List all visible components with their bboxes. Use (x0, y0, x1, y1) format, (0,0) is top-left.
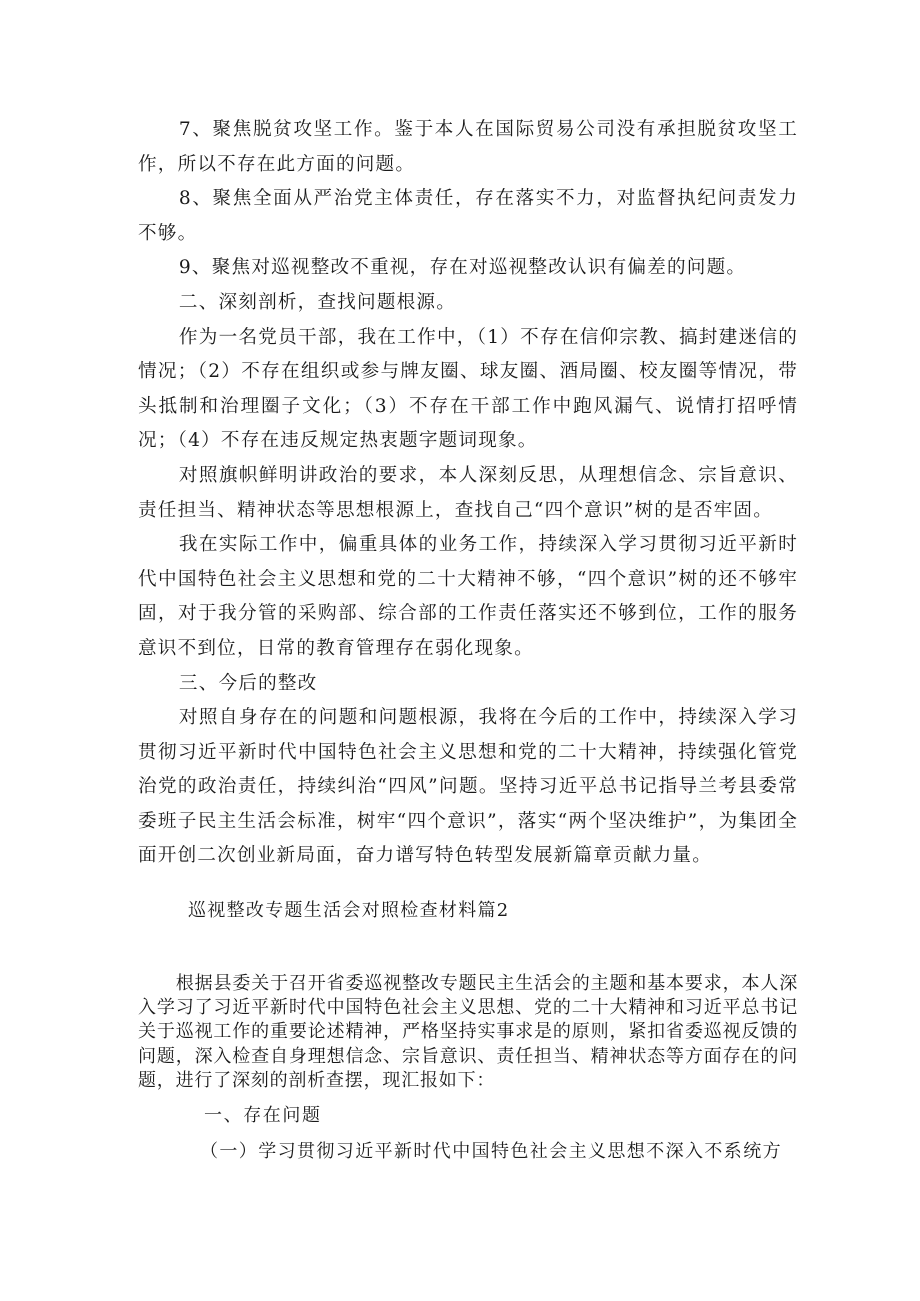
paragraph-reflection: 对照旗帜鲜明讲政治的要求，本人深刻反思，从理想信念、宗旨意识、责任担当、精神状态等思想根源上，查找自己“四个意识”树的是否牢固。 (138, 464, 798, 521)
paragraph-rectification: 对照自身存在的问题和问题根源，我将在今后的工作中，持续深入学习贯彻习近平新时代中国特色社会主义思想和党的二十大精神，持续强化管党治党的政治责任，持续纠治“四风”问题。坚持习近平总书记指导兰考县委常委班子民主生活会标准，树牢“四个意识”，落实“两个坚决维护”，为集团全面开创二次创业新局面，奋力谱写特色转型发展新篇章贡献力量。 (138, 707, 798, 867)
document-title-part2: 巡视整改专题生活会对照检查材料篇2 (188, 900, 510, 921)
section-heading-rectification: 三、今后的整改 (178, 672, 318, 694)
heading-existing-problems: 一、存在问题 (204, 1105, 322, 1127)
section-heading-analysis: 二、深刻剖析，查找问题根源。 (178, 291, 457, 313)
intro-paragraph: 根据县委关于召开省委巡视整改专题民主生活会的主题和基本要求，本人深入学习了习近平新时代中国特色社会主义思想、党的二十大精神和习近平总书记关于巡视工作的重要论述精神，严格坚持实事求是的原则，紧扣省委巡视反馈的问题，深入检查自身理想信念、宗旨意识、责任担当、精神状态等方面存在的问题，进行了深刻的剖析查摆，现汇报如下： (138, 973, 798, 1091)
document-body-part2 (138, 972, 798, 1167)
paragraph-self-check: 作为一名党员干部，我在工作中，（1）不存在信仰宗教、搞封建迷信的情况；（2）不存在组织或参与牌友圈、球友圈、酒局圈、校友圈等情况，带头抵制和治理圈子文化；（3）不存在干部工作中跑风漏气、说情打招呼情况；（4）不存在违反规定热衷题字题词现象。 (138, 326, 798, 452)
paragraph-item-9: 9、聚焦对巡视整改不重视，存在对巡视整改认识有偏差的问题。 (178, 257, 747, 279)
paragraph-item-8: 8、聚焦全面从严治党主体责任，存在落实不力，对监督执纪问责发力不够。 (138, 188, 798, 244)
paragraph-work-issues: 我在实际工作中，偏重具体的业务工作，持续深入学习贯彻习近平新时代中国特色社会主义思想和党的二十大精神不够，“四个意识”树的还不够牢固，对于我分管的采购部、综合部的工作责任落实还不够到位，工作的服务意识不到位，日常的教育管理存在弱化现象。 (138, 534, 798, 659)
subheading-study-problem: （一）学习贯彻习近平新时代中国特色社会主义思想不深入不系统方 (200, 1141, 782, 1163)
document-body-part1 (138, 113, 798, 874)
paragraph-item-7: 7、聚焦脱贫攻坚工作。鉴于本人在国际贸易公司没有承担脱贫攻坚工作，所以不存在此方面的问题。 (138, 119, 798, 175)
